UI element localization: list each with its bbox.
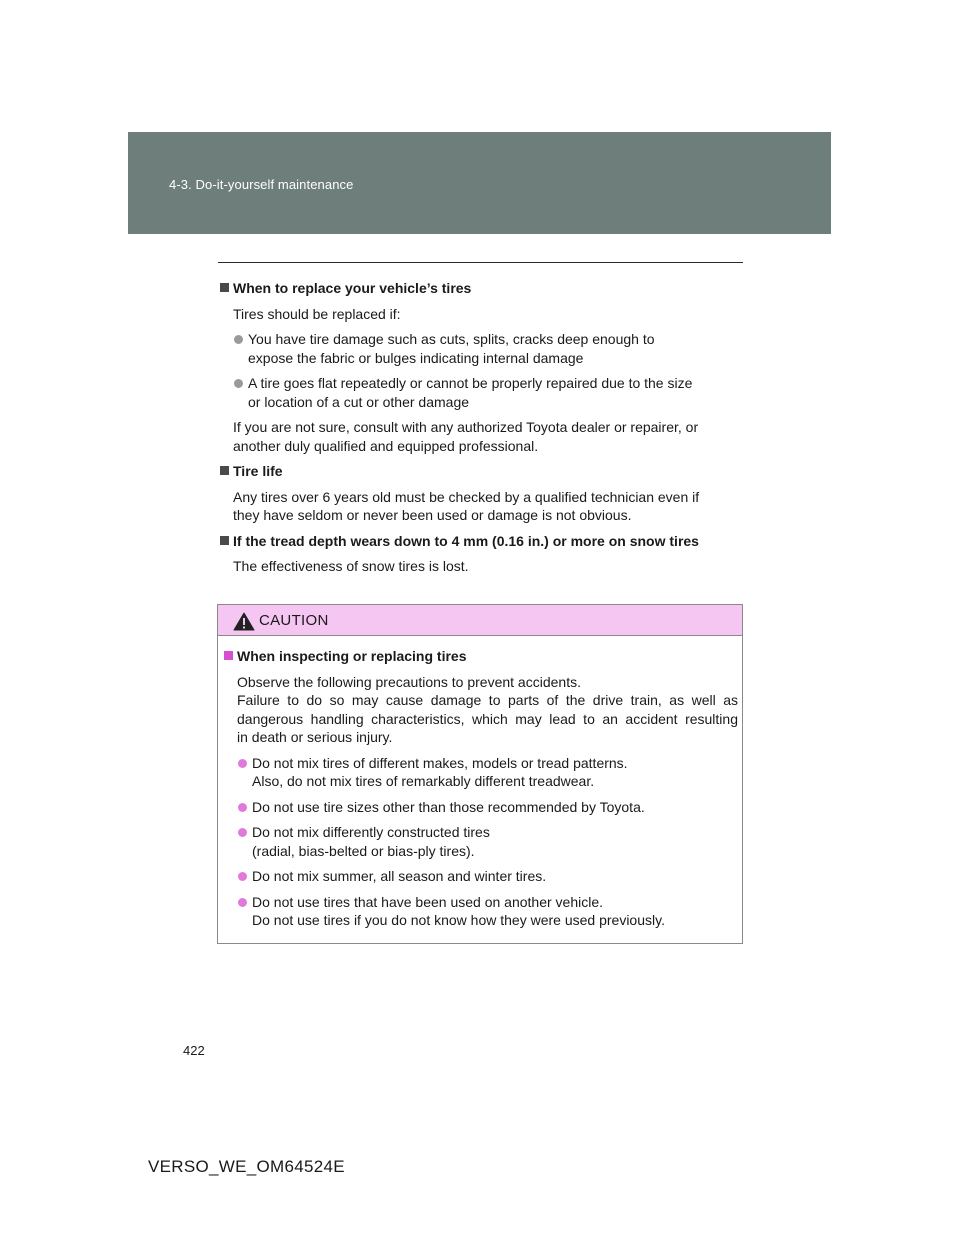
paragraph: Any tires over 6 years old must be checked by a qualified technician even if they have seldom or never been used or damage is not obvious.: [233, 488, 700, 523]
caution-header: [218, 605, 742, 636]
circle-bullet-icon: [234, 379, 243, 388]
warning-triangle-icon: [233, 612, 255, 631]
section-header-band: [128, 132, 831, 234]
document-code: VERSO_WE_OM64524E: [148, 1157, 345, 1176]
square-bullet-icon: [220, 466, 229, 475]
circle-bullet-icon: [238, 803, 247, 812]
circle-bullet-icon: [238, 898, 247, 907]
section-heading: Tire life: [220, 462, 738, 481]
caution-label: CAUTION: [259, 612, 329, 629]
circle-bullet-icon: [238, 872, 247, 881]
paragraph: Tires should be replaced if:: [233, 305, 401, 322]
section-heading: If the tread depth wears down to 4 mm (0.16 in.) or more on snow tires: [220, 532, 738, 551]
circle-bullet-icon: [238, 828, 247, 837]
square-bullet-icon: [220, 536, 229, 545]
list-item: You have tire damage such as cuts, splits, cracks deep enough to expose the fabric or bulges indicating internal damage: [220, 330, 738, 367]
caution-body: [224, 647, 738, 937]
square-bullet-icon: [224, 651, 233, 660]
list-item: Do not mix differently constructed tires (radial, bias-belted or bias-ply tires).: [224, 823, 738, 860]
list-item: Do not mix summer, all season and winter tires.: [224, 867, 738, 886]
main-content: [220, 279, 738, 583]
circle-bullet-icon: [238, 759, 247, 768]
list-item: A tire goes flat repeatedly or cannot be properly repaired due to the size or location of a cut or other damage: [220, 374, 738, 411]
list-item: Do not mix tires of different makes, models or tread patterns. Also, do not mix tires of remarkably different treadwear.: [224, 754, 738, 791]
paragraph: If you are not sure, consult with any authorized Toyota dealer or repairer, or another duly qualified and equipped professional.: [233, 419, 699, 454]
section-heading: When to replace your vehicle’s tires: [220, 279, 738, 298]
list-item: Do not use tires that have been used on another vehicle. Do not use tires if you do not know how they were used previously.: [224, 893, 738, 930]
paragraph: The effectiveness of snow tires is lost.: [233, 558, 469, 574]
section-title: 4-3. Do-it-yourself maintenance: [169, 177, 354, 192]
caution-heading: When inspecting or replacing tires: [224, 647, 738, 666]
square-bullet-icon: [220, 283, 229, 292]
paragraph: Observe the following precautions to prevent accidents. Failure to do so may cause damage to parts of the drive train, as well as dangerous handling characteristics, which may lead to an accident resulting in death or serious injury.: [237, 673, 738, 745]
page-number: 422: [183, 1043, 205, 1058]
caution-box: [217, 604, 743, 944]
list-item: Do not use tire sizes other than those recommended by Toyota.: [224, 798, 738, 817]
circle-bullet-icon: [234, 335, 243, 344]
top-divider: [218, 262, 743, 263]
